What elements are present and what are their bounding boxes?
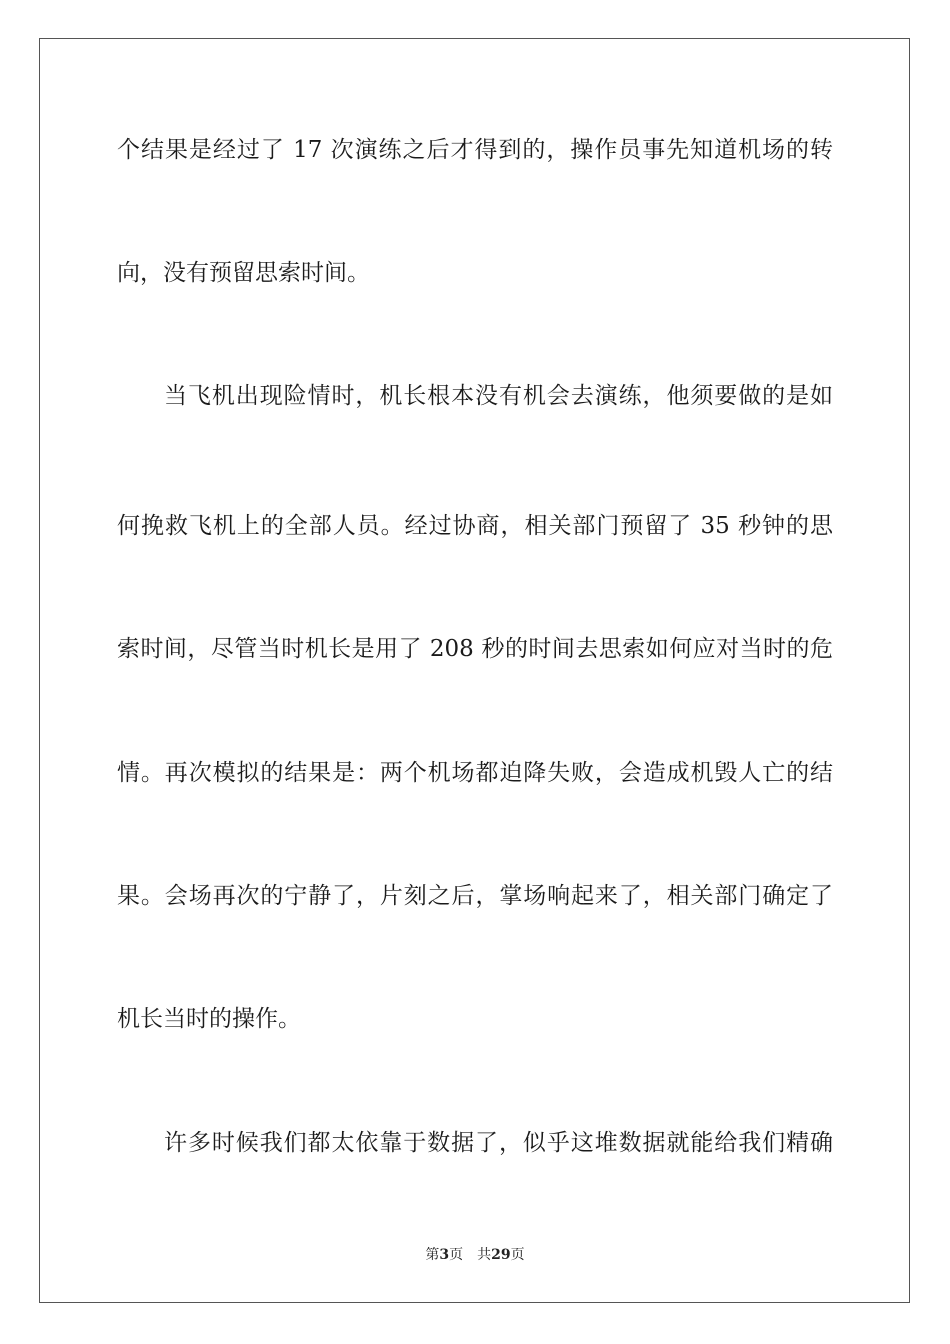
footer-page-prefix: 第 (425, 1247, 440, 1263)
footer-total-pages: 29 (491, 1247, 511, 1263)
body-line-3: 当飞机出现险情时，机长根本没有机会去演练，他须要做的是如 (164, 383, 833, 409)
body-line-9: 许多时候我们都太依靠于数据了，似乎这堆数据就能给我们精确 (164, 1130, 833, 1156)
page-frame (39, 38, 910, 1303)
body-line-5: 索时间，尽管当时机长是用了 208 秒的时间去思索如何应对当时的危 (117, 636, 833, 662)
body-line-1: 个结果是经过了 17 次演练之后才得到的，操作员事先知道机场的转 (117, 137, 833, 163)
footer-page-suffix: 页 (449, 1247, 464, 1263)
page-footer (0, 1245, 950, 1265)
body-line-8: 机长当时的操作。 (117, 1006, 301, 1032)
body-line-2: 向，没有预留思索时间。 (117, 260, 370, 286)
body-line-7: 果。会场再次的宁静了，片刻之后，掌场响起来了，相关部门确定了 (117, 883, 833, 909)
footer-total-suffix: 页 (510, 1247, 525, 1263)
footer-total-prefix: 共 (477, 1247, 492, 1263)
body-line-4: 何挽救飞机上的全部人员。经过协商，相关部门预留了 35 秒钟的思 (117, 513, 833, 539)
footer-page-number: 3 (439, 1247, 450, 1263)
body-line-6: 情。再次模拟的结果是：两个机场都迫降失败，会造成机毁人亡的结 (117, 760, 833, 786)
